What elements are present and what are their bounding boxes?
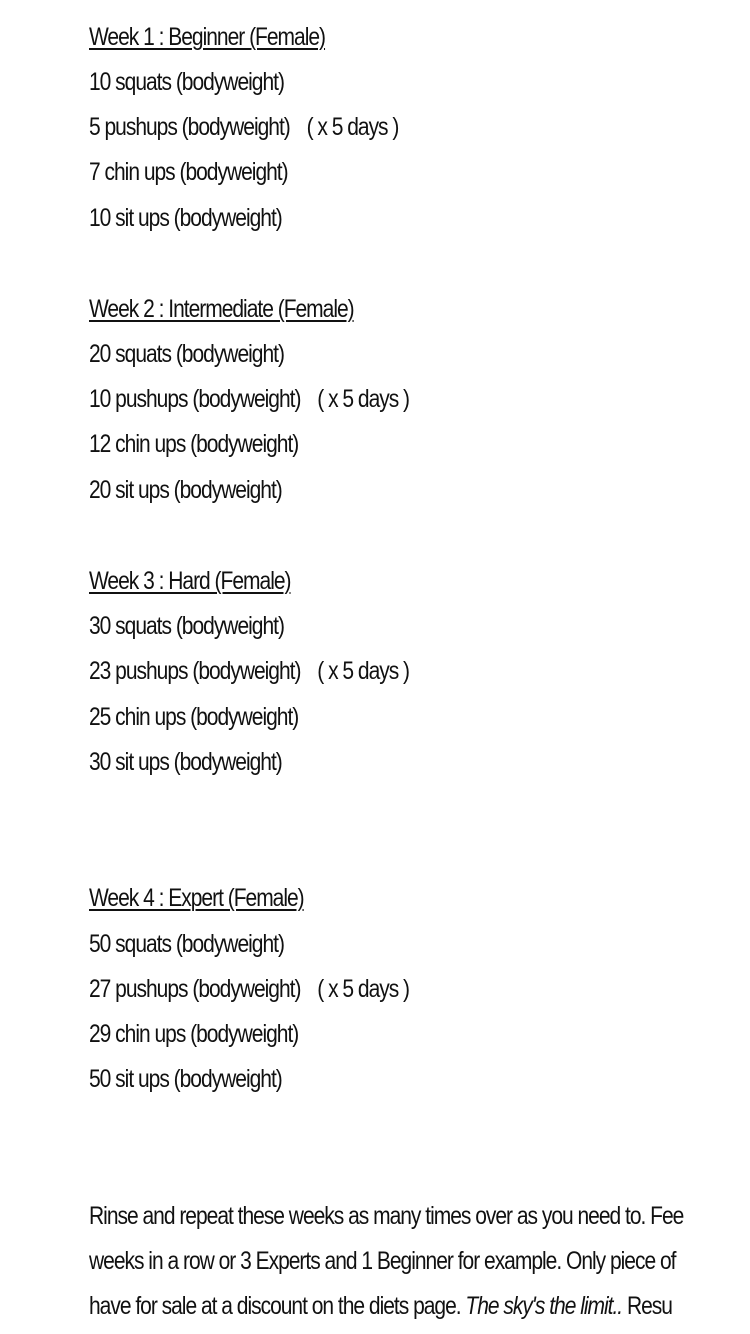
paragraph-line-2: weeks in a row or 3 Experts and 1 Beginner for example. Only piece of <box>89 1247 676 1275</box>
week-2-days-note: ( x 5 days ) <box>317 385 410 413</box>
week-2-item-squats: 20 squats (bodyweight) <box>89 340 284 368</box>
week-1-days-note: ( x 5 days ) <box>306 113 399 141</box>
week-3-item-situps: 30 sit ups (bodyweight) <box>89 748 282 776</box>
week-2-pushups-text: 10 pushups (bodyweight) <box>89 385 301 413</box>
week-2-item-situps: 20 sit ups (bodyweight) <box>89 476 282 504</box>
week-3-item-squats: 30 squats (bodyweight) <box>89 612 284 640</box>
week-4-pushups-text: 27 pushups (bodyweight) <box>89 975 301 1003</box>
week-3-item-pushups <box>89 651 409 691</box>
week-3-days-note: ( x 5 days ) <box>317 657 410 685</box>
week-1-heading: Week 1 : Beginner (Female) <box>89 23 326 51</box>
week-1-item-squats: 10 squats (bodyweight) <box>89 68 284 96</box>
paragraph-italic-phrase: The sky's the limit.. <box>465 1292 623 1320</box>
week-4-heading: Week 4 : Expert (Female) <box>89 884 304 912</box>
week-3-heading: Week 3 : Hard (Female) <box>89 567 291 595</box>
week-4-item-chinups: 29 chin ups (bodyweight) <box>89 1020 299 1048</box>
paragraph-line-3-start: have for sale at a discount on the diets page. <box>89 1292 466 1320</box>
paragraph-line-3 <box>89 1286 672 1326</box>
week-3-item-chinups: 25 chin ups (bodyweight) <box>89 703 299 731</box>
week-4-item-pushups <box>89 969 409 1009</box>
week-2-heading: Week 2 : Intermediate (Female) <box>89 295 354 323</box>
week-1-item-situps: 10 sit ups (bodyweight) <box>89 204 282 232</box>
week-2-item-chinups: 12 chin ups (bodyweight) <box>89 430 299 458</box>
week-4-item-squats: 50 squats (bodyweight) <box>89 930 284 958</box>
paragraph-line-1: Rinse and repeat these weeks as many times over as you need to. Fee <box>89 1202 684 1230</box>
week-2-item-pushups <box>89 379 409 419</box>
week-1-item-pushups <box>89 107 398 147</box>
week-4-item-situps: 50 sit ups (bodyweight) <box>89 1065 282 1093</box>
week-1-item-chinups: 7 chin ups (bodyweight) <box>89 158 288 186</box>
week-3-pushups-text: 23 pushups (bodyweight) <box>89 657 301 685</box>
week-4-days-note: ( x 5 days ) <box>317 975 410 1003</box>
week-1-pushups-text: 5 pushups (bodyweight) <box>89 113 290 141</box>
paragraph-line-3-end: Resu <box>622 1292 672 1320</box>
